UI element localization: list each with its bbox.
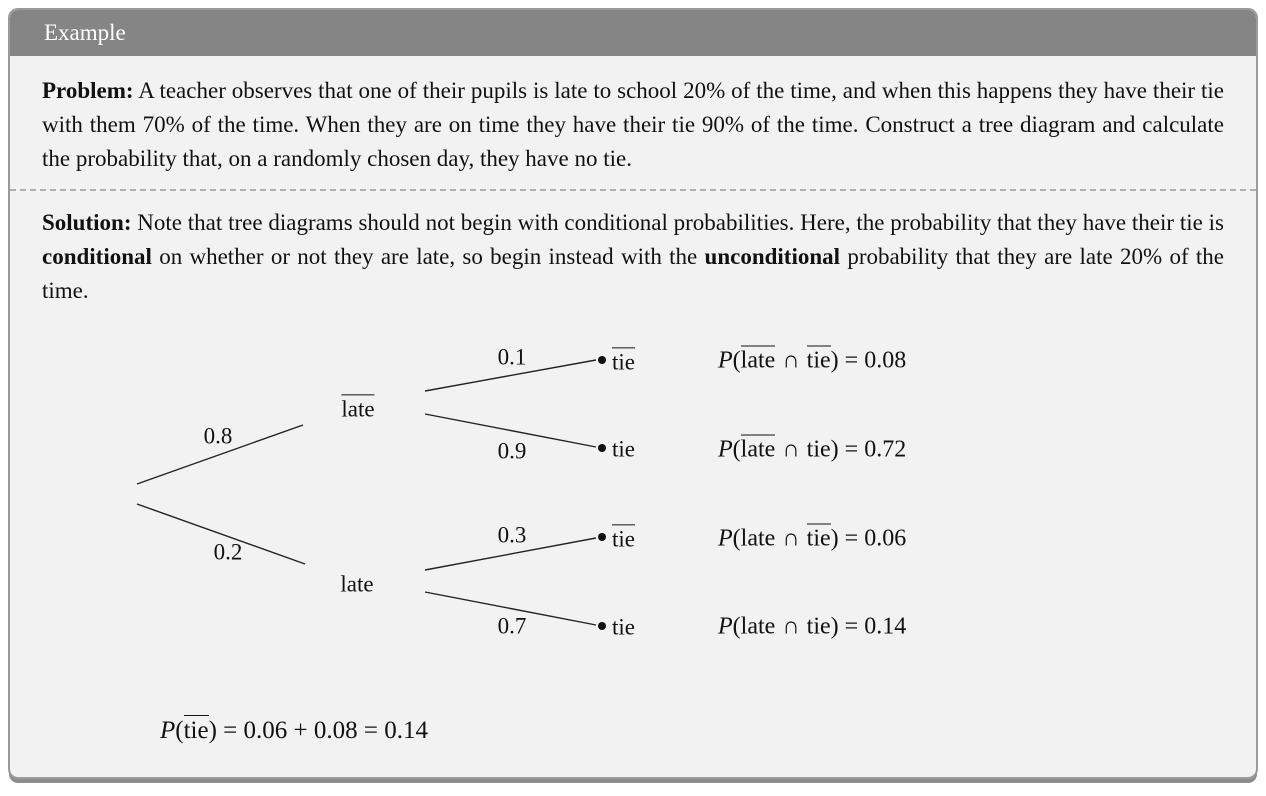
branch-probability: 0.3 bbox=[497, 522, 527, 548]
solution-text-2: on whether or not they are late, so begin instead with the bbox=[151, 244, 705, 269]
probability-result-row: P(late ∩ tie) = 0.06 bbox=[718, 525, 907, 552]
solution-label: Solution: bbox=[42, 210, 132, 235]
card-header bbox=[10, 10, 1256, 56]
card-body bbox=[10, 56, 1256, 308]
leaf-label-tie: tie bbox=[612, 436, 635, 462]
card-title: Example bbox=[44, 20, 126, 45]
problem-text: A teacher observes that one of their pupils is late to school 20% of the time, and when this happens they have their tie with them 70% of the time. When they are on time they have their tie 90% of the time. Construct a tree diagram and calculate the probability that, on a randomly chosen day, they have no tie. bbox=[42, 78, 1224, 171]
branch-probability: 0.1 bbox=[497, 344, 527, 370]
final-probability: P(tie) = 0.06 + 0.08 = 0.14 bbox=[160, 717, 428, 744]
problem-label: Problem: bbox=[42, 78, 134, 103]
leaf-dot bbox=[598, 533, 606, 541]
solution-bold-unconditional: unconditional bbox=[704, 244, 841, 269]
probability-result-row: P(late ∩ tie) = 0.08 bbox=[718, 347, 907, 374]
result-value: 0.14 bbox=[864, 613, 907, 640]
problem-paragraph bbox=[42, 74, 1224, 176]
solution-text-1: Note that tree diagrams should not begin with conditional probabilities. Here, the probability that they have their tie is bbox=[131, 210, 1224, 235]
node-label-late: late bbox=[340, 571, 374, 597]
probability-result-row: P(late ∩ tie) = 0.14 bbox=[718, 613, 907, 640]
section-divider bbox=[10, 189, 1256, 191]
result-value: 0.08 bbox=[864, 347, 907, 374]
branch-probability: 0.8 bbox=[203, 423, 233, 449]
branch-probability: 0.7 bbox=[497, 613, 527, 639]
result-value: 0.72 bbox=[864, 436, 907, 463]
example-card bbox=[8, 8, 1258, 779]
node-label-not-late: late bbox=[341, 396, 375, 422]
solution-paragraph bbox=[42, 206, 1224, 308]
leaf-label-not-tie: tie bbox=[612, 349, 635, 375]
leaf-label-not-tie: tie bbox=[612, 526, 635, 552]
leaf-dot bbox=[598, 356, 606, 364]
solution-text-3: probability that they are late 20% of the time. bbox=[42, 244, 1224, 303]
leaf-dot bbox=[598, 622, 606, 630]
solution-bold-conditional: conditional bbox=[42, 244, 152, 269]
branch-probability: 0.9 bbox=[497, 438, 527, 464]
result-value: 0.06 bbox=[864, 525, 907, 552]
leaf-label-tie: tie bbox=[612, 614, 635, 640]
probability-result-row: P(late ∩ tie) = 0.72 bbox=[718, 436, 907, 463]
leaf-dot bbox=[598, 444, 606, 452]
tree-diagram bbox=[10, 330, 1256, 675]
branch-probability: 0.2 bbox=[213, 539, 243, 565]
